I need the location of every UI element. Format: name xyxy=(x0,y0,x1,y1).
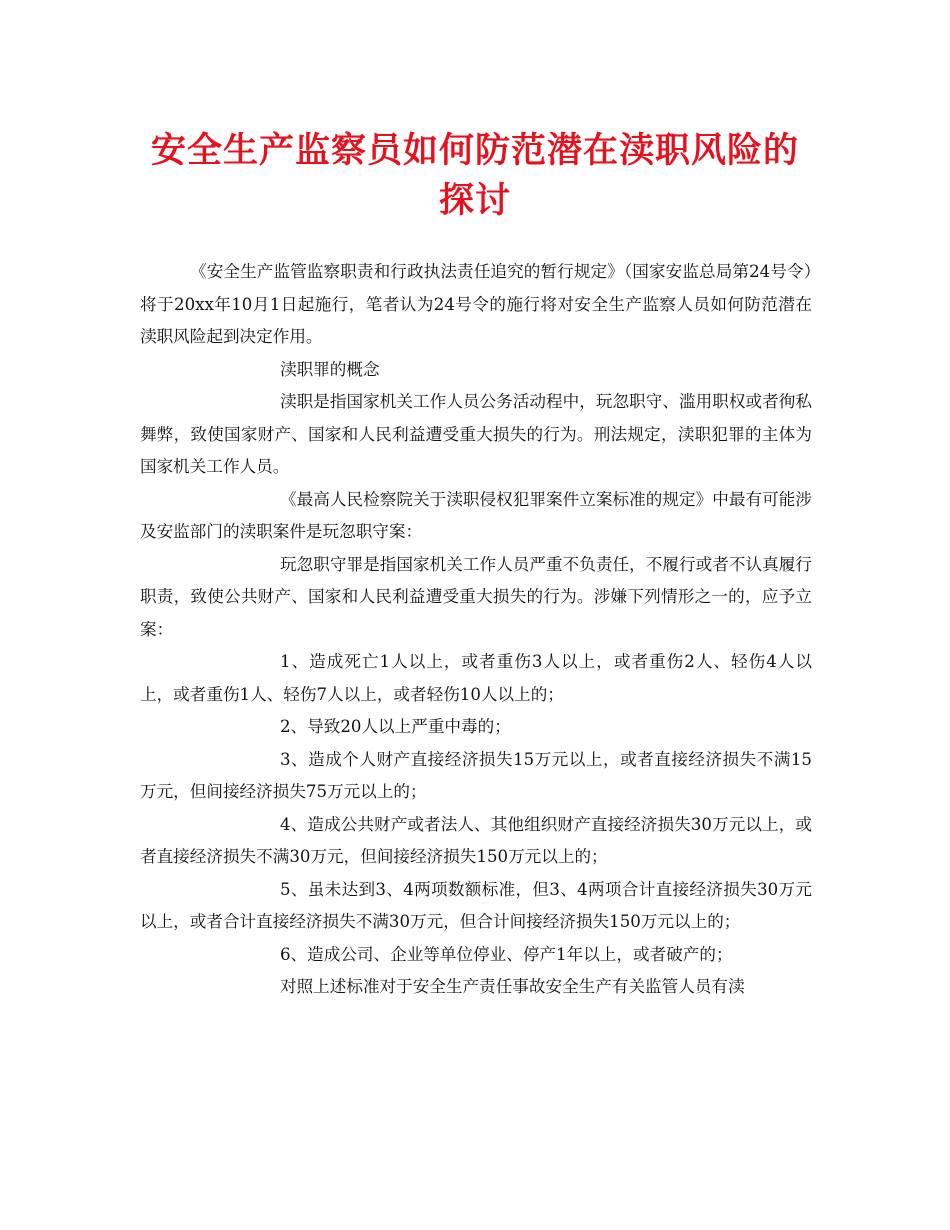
list-item: 2、导致20人以上严重中毒的； xyxy=(280,717,511,736)
paragraph-definition: 渎职是指国家机关工作人员公务活动程中，玩忽职守、滥用职权或者徇私舞弊，致使国家财产、国家和人民利益遭受重大损失的行为。刑法规定，渎职犯罪的主体为国家机关工作人员。 xyxy=(140,392,812,476)
paragraph-intro: 《安全生产监管监察职责和行政执法责任追究的暂行规定》（国家安监总局第24号令）将于20xx年10月1日起施行，笔者认为24号令的施行将对安全生产监察人员如何防范潜在渎职风险起到决定作用。 xyxy=(140,262,812,346)
list-item: 1、造成死亡1人以上，或者重伤3人以上，或者重伤2人、轻伤4人以上，或者重伤1人、轻伤7人以上，或者轻伤10人以上的； xyxy=(140,652,812,704)
list-item: 3、造成个人财产直接经济损失15万元以上，或者直接经济损失不满15万元，但间接经济损失75万元以上的； xyxy=(140,749,812,801)
paragraph-regulation: 《最高人民检察院关于渎职侵权犯罪案件立案标准的规定》中最有可能涉及安监部门的渎职案件是玩忽职守案： xyxy=(140,489,812,541)
paragraph-offense: 玩忽职守罪是指国家机关工作人员严重不负责任，不履行或者不认真履行职责，致使公共财产、国家和人民利益遭受重大损失的行为。涉嫌下列情形之一的，应予立案： xyxy=(140,554,812,639)
list-item: 5、虽未达到3、4两项数额标准，但3、4两项合计直接经济损失30万元以上，或者合计直接经济损失不满30万元，但合计间接经济损失150万元以上的； xyxy=(140,879,812,931)
list-item: 4、造成公共财产或者法人、其他组织财产直接经济损失30万元以上，或者直接经济损失不满30万元，但间接经济损失150万元以上的； xyxy=(140,814,812,866)
page-title: 安全生产监察员如何防范潜在渎职风险的探讨 xyxy=(150,130,799,221)
section-heading: 渎职罪的概念 xyxy=(280,359,380,379)
document-body xyxy=(140,256,812,1004)
list-item: 6、造成公司、企业等单位停业、停产1年以上，或者破产的； xyxy=(280,944,733,964)
paragraph-conclusion: 对照上述标准对于安全生产责任事故安全生产有关监管人员有渎 xyxy=(280,977,745,996)
